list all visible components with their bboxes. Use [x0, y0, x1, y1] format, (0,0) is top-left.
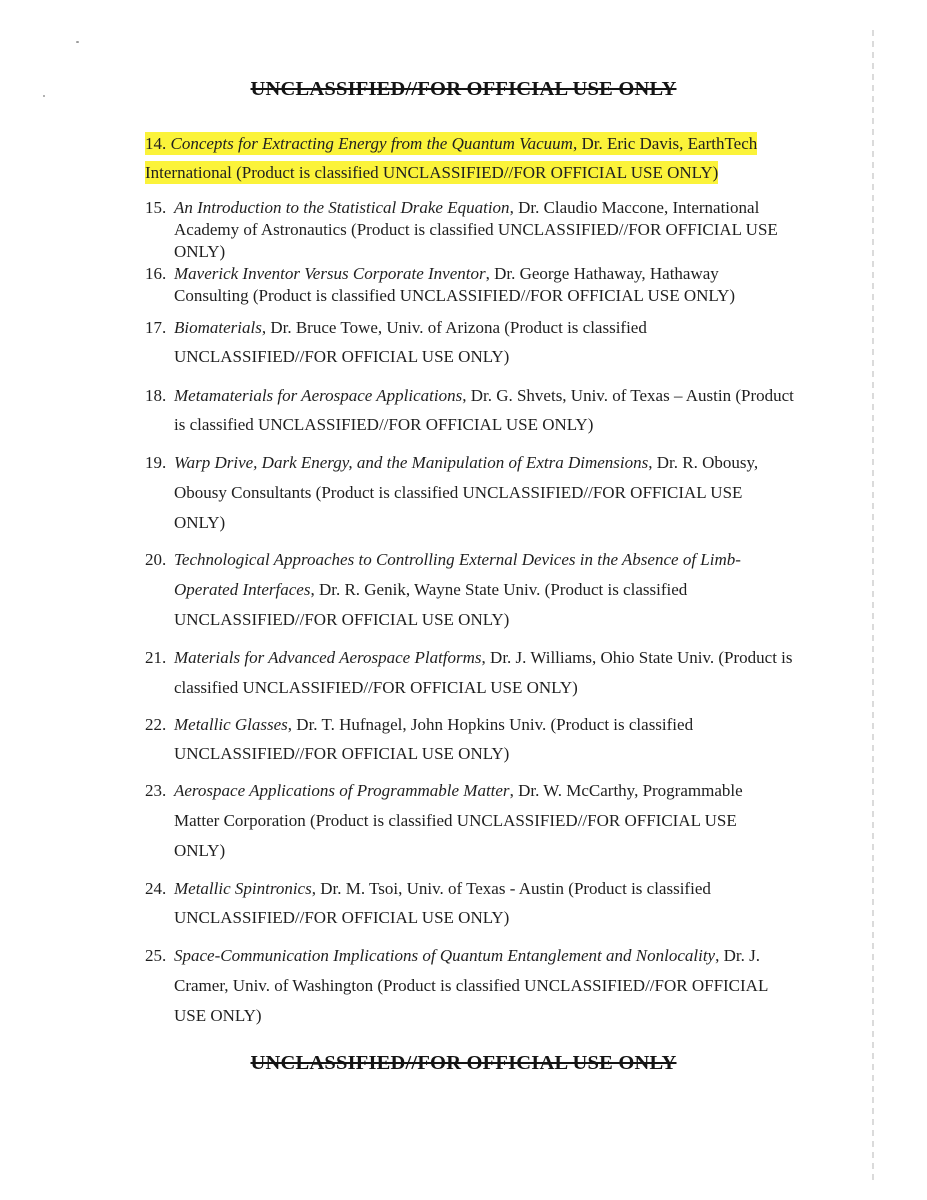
- entry-details: , Dr. R. Obousy, Obousy Consultants (Product is classified UNCLASSIFIED//FOR OFFICIAL USE ONLY): [174, 453, 759, 532]
- entry-number: 21.: [145, 648, 167, 667]
- entry-number: 22.: [145, 715, 167, 734]
- entry-title: Maverick Inventor Versus Corporate Inventor: [174, 264, 486, 283]
- entry-details: , Dr. J. Cramer, Univ. of Washington (Product is classified UNCLASSIFIED//FOR OFFICIAL USE ONLY): [174, 946, 768, 1025]
- entry-title: Technological Approaches to Controlling External Devices in the Absence of Limb-Operated Interfaces: [174, 550, 741, 599]
- entry-number: 18.: [145, 386, 167, 405]
- list-item: [145, 381, 795, 439]
- entry-title: Metallic Glasses: [174, 715, 288, 734]
- entry-number: 24.: [145, 879, 167, 898]
- entry-details: , Dr. Claudio Maccone, International Academy of Astronautics (Product is classified UNCLASSIFIED//FOR OFFICIAL USE ONLY): [174, 198, 778, 261]
- list-item: [145, 197, 795, 263]
- entry-number: 15.: [145, 198, 167, 217]
- entry-number: 14.: [145, 134, 167, 153]
- list-item: [145, 545, 785, 635]
- entry-title: Warp Drive, Dark Energy, and the Manipulation of Extra Dimensions: [174, 453, 649, 472]
- entry-details: , Dr. J. Williams, Ohio State Univ. (Product is classified UNCLASSIFIED//FOR OFFICIAL USE ONLY): [174, 648, 793, 697]
- classification-marking-top: UNCLASSIFIED//FOR OFFICIAL USE ONLY: [250, 78, 677, 100]
- entry-details: , Dr. Bruce Towe, Univ. of Arizona (Product is classified UNCLASSIFIED//FOR OFFICIAL USE ONLY): [174, 318, 647, 366]
- entry-number: 19.: [145, 453, 167, 472]
- list-item: [145, 643, 795, 703]
- entry-title: Metallic Spintronics: [174, 879, 312, 898]
- entry-details: , Dr. T. Hufnagel, John Hopkins Univ. (Product is classified UNCLASSIFIED//FOR OFFICIAL USE ONLY): [174, 715, 694, 763]
- entry-title: Materials for Advanced Aerospace Platforms: [174, 648, 482, 667]
- entry-details: , Dr. R. Genik, Wayne State Univ. (Product is classified UNCLASSIFIED//FOR OFFICIAL USE ONLY): [174, 580, 688, 629]
- entry-details: , Dr. Eric Davis, EarthTech International (Product is classified UNCLASSIFIED//FOR OFFICIAL USE ONLY): [145, 134, 758, 182]
- entry-title: Space-Communication Implications of Quantum Entanglement and Nonlocality: [174, 946, 716, 965]
- entry-details: , Dr. M. Tsoi, Univ. of Texas - Austin (Product is classified UNCLASSIFIED//FOR OFFICIAL USE ONLY): [174, 879, 711, 927]
- list-item: [145, 941, 785, 1031]
- entry-number: 17.: [145, 318, 167, 337]
- entry-title: An Introduction to the Statistical Drake Equation: [174, 198, 510, 217]
- highlighted-entry: [145, 132, 757, 184]
- list-item: [145, 448, 775, 538]
- entry-details: , Dr. W. McCarthy, Programmable Matter Corporation (Product is classified UNCLASSIFIED//FOR OFFICIAL USE ONLY): [174, 781, 743, 860]
- list-item: [145, 129, 795, 187]
- list-item: [145, 263, 795, 307]
- entry-number: 25.: [145, 946, 167, 965]
- list-item: [145, 313, 795, 371]
- entry-number: 16.: [145, 264, 167, 283]
- entry-number: 20.: [145, 550, 167, 569]
- entry-number: 23.: [145, 781, 167, 800]
- entry-details: , Dr. George Hathaway, Hathaway Consulting (Product is classified UNCLASSIFIED//FOR OFFICIAL USE ONLY): [174, 264, 736, 305]
- list-item: [145, 776, 770, 866]
- list-item: [145, 874, 795, 932]
- list-item: [145, 710, 795, 768]
- entry-details: , Dr. G. Shvets, Univ. of Texas – Austin (Product is classified UNCLASSIFIED//FOR OFFICIAL USE ONLY): [174, 386, 794, 434]
- entry-title: Biomaterials: [174, 318, 262, 337]
- entry-title: Metamaterials for Aerospace Applications: [174, 386, 463, 405]
- entry-title: Concepts for Extracting Energy from the Quantum Vacuum: [170, 134, 573, 153]
- classification-marking-bottom: UNCLASSIFIED//FOR OFFICIAL USE ONLY: [250, 1052, 677, 1074]
- entry-title: Aerospace Applications of Programmable Matter: [174, 781, 510, 800]
